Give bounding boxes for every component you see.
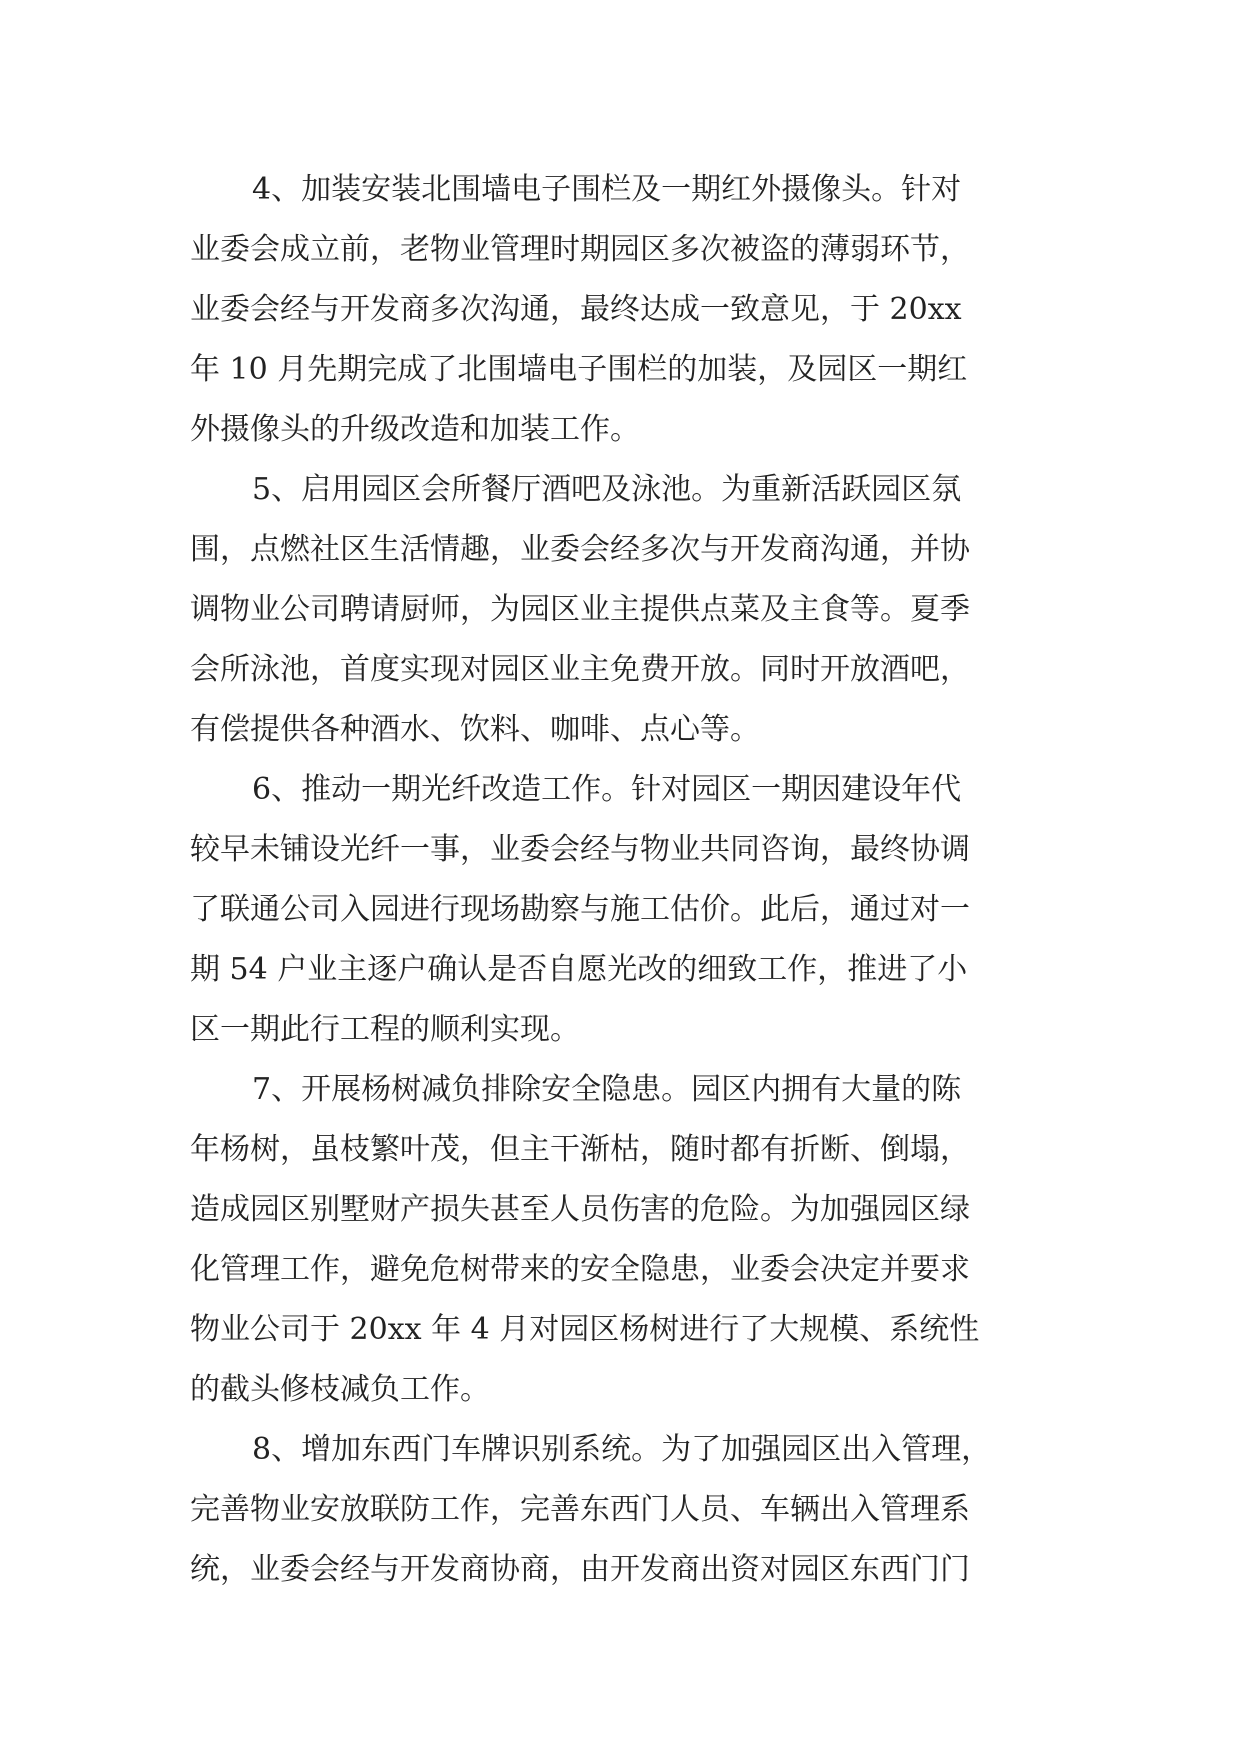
paragraph-line: 业委会经与开发商多次沟通，最终达成一致意见，于 20xx [190,292,962,327]
paragraph-line: 年 10 月先期完成了北围墙电子围栏的加装，及园区一期红 [190,352,968,387]
paragraph-line: 期 54 户业主逐户确认是否自愿光改的细致工作，推进了小 [190,952,968,987]
paragraph-line: 造成园区别墅财产损失甚至人员伤害的危险。为加强园区绿 [190,1192,970,1227]
paragraph-line: 完善物业安放联防工作，完善东西门人员、车辆出入管理系 [190,1492,970,1527]
paragraph-line: 6、推动一期光纤改造工作。针对园区一期因建设年代 [252,772,962,807]
paragraph-line: 的截头修枝减负工作。 [190,1372,490,1407]
paragraph-line: 围，点燃社区生活情趣，业委会经多次与开发商沟通，并协 [190,532,970,567]
paragraph-line: 较早未铺设光纤一事，业委会经与物业共同咨询，最终协调 [190,832,970,867]
paragraph-item-5 [190,460,1058,760]
paragraph-line: 区一期此行工程的顺利实现。 [190,1012,580,1047]
paragraph-line: 统，业委会经与开发商协商，由开发商出资对园区东西门门 [190,1552,970,1587]
paragraph-item-4 [190,160,1058,460]
paragraph-line: 年杨树，虽枝繁叶茂，但主干渐枯，随时都有折断、倒塌， [190,1132,970,1167]
paragraph-line: 有偿提供各种酒水、饮料、咖啡、点心等。 [190,712,760,747]
paragraph-line: 调物业公司聘请厨师，为园区业主提供点菜及主食等。夏季 [190,592,970,627]
paragraph-line: 会所泳池，首度实现对园区业主免费开放。同时开放酒吧， [190,652,970,687]
paragraph-item-7 [190,1060,1058,1420]
paragraph-line: 4、加装安装北围墙电子围栏及一期红外摄像头。针对 [252,172,962,207]
paragraph-line: 7、开展杨树减负排除安全隐患。园区内拥有大量的陈 [252,1072,962,1107]
paragraph-item-8 [190,1420,1058,1600]
paragraph-line: 化管理工作，避免危树带来的安全隐患，业委会决定并要求 [190,1252,970,1287]
paragraph-line: 了联通公司入园进行现场勘察与施工估价。此后，通过对一 [190,892,970,927]
document-body [190,160,1058,1600]
paragraph-line: 8、增加东西门车牌识别系统。为了加强园区出入管理， [252,1432,992,1467]
paragraph-line: 物业公司于 20xx 年 4 月对园区杨树进行了大规模、系统性 [190,1312,980,1347]
paragraph-line: 业委会成立前，老物业管理时期园区多次被盗的薄弱环节， [190,232,970,267]
paragraph-item-6 [190,760,1058,1060]
paragraph-line: 5、启用园区会所餐厅酒吧及泳池。为重新活跃园区氛 [252,472,962,507]
paragraph-line: 外摄像头的升级改造和加装工作。 [190,412,640,447]
